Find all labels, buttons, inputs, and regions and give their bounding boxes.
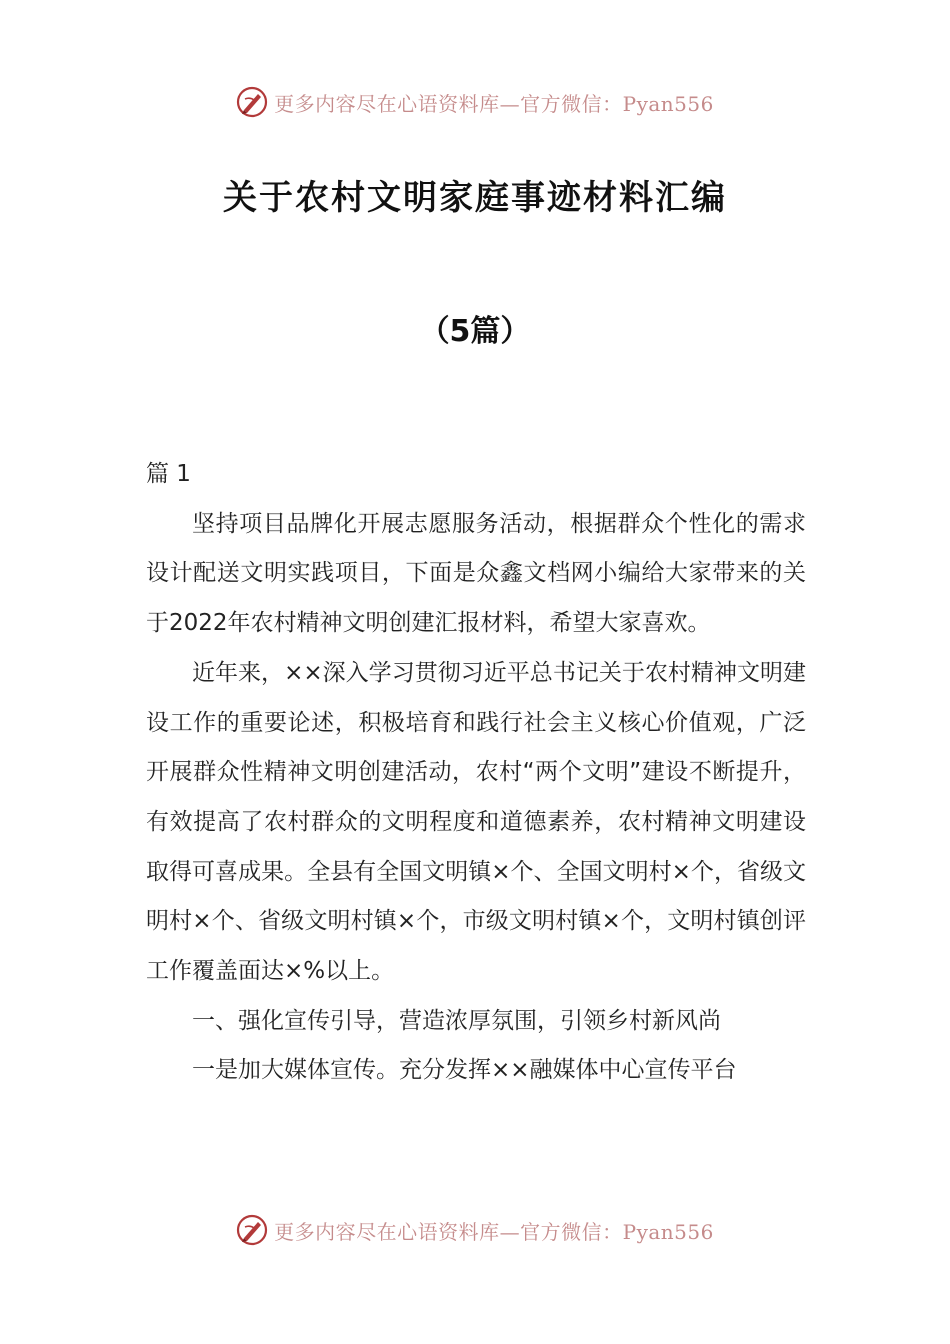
document-body [146,450,806,1096]
document-title: 关于农村文明家庭事迹材料汇编 [223,178,727,218]
paragraph-overview: 近年来，××深入学习贯彻习近平总书记关于农村精神文明建设工作的重要论述，积极培育和践行社会主义核心价值观，广泛开展群众性精神文明创建活动，农村“两个文明”建设不断提升，有效提高了农村群众的文明程度和道德素养，农村精神文明建设取得可喜成果。全县有全国文明镇×个、全国文明村×个，省级文明村×个、省级文明村镇×个，市级文明村镇×个，文明村镇创评工作覆盖面达×%以上。 [146,659,806,985]
paragraph-media: 一是加大媒体宣传。充分发挥××融媒体中心宣传平台 [192,1057,737,1084]
document-subtitle: （5篇） [419,314,531,349]
section-label: 篇 1 [146,461,191,487]
paragraph-intro: 坚持项目品牌化开展志愿服务活动，根据群众个性化的需求设计配送文明实践项目，下面是众鑫文档网小编给大家带来的关于2022年农村精神文明创建汇报材料，希望大家喜欢。 [146,510,806,637]
watermark-text: 更多内容尽在心语资料库—官方微信：Pyan556 [274,1219,714,1244]
footer-watermark [0,1212,950,1248]
pen-logo-icon [236,86,268,118]
watermark-text: 更多内容尽在心语资料库—官方微信：Pyan556 [274,91,714,116]
pen-logo-icon [236,1214,268,1246]
header-watermark [0,84,950,120]
section-heading-1: 一、强化宣传引导，营造浓厚氛围，引领乡村新风尚 [192,1007,721,1034]
